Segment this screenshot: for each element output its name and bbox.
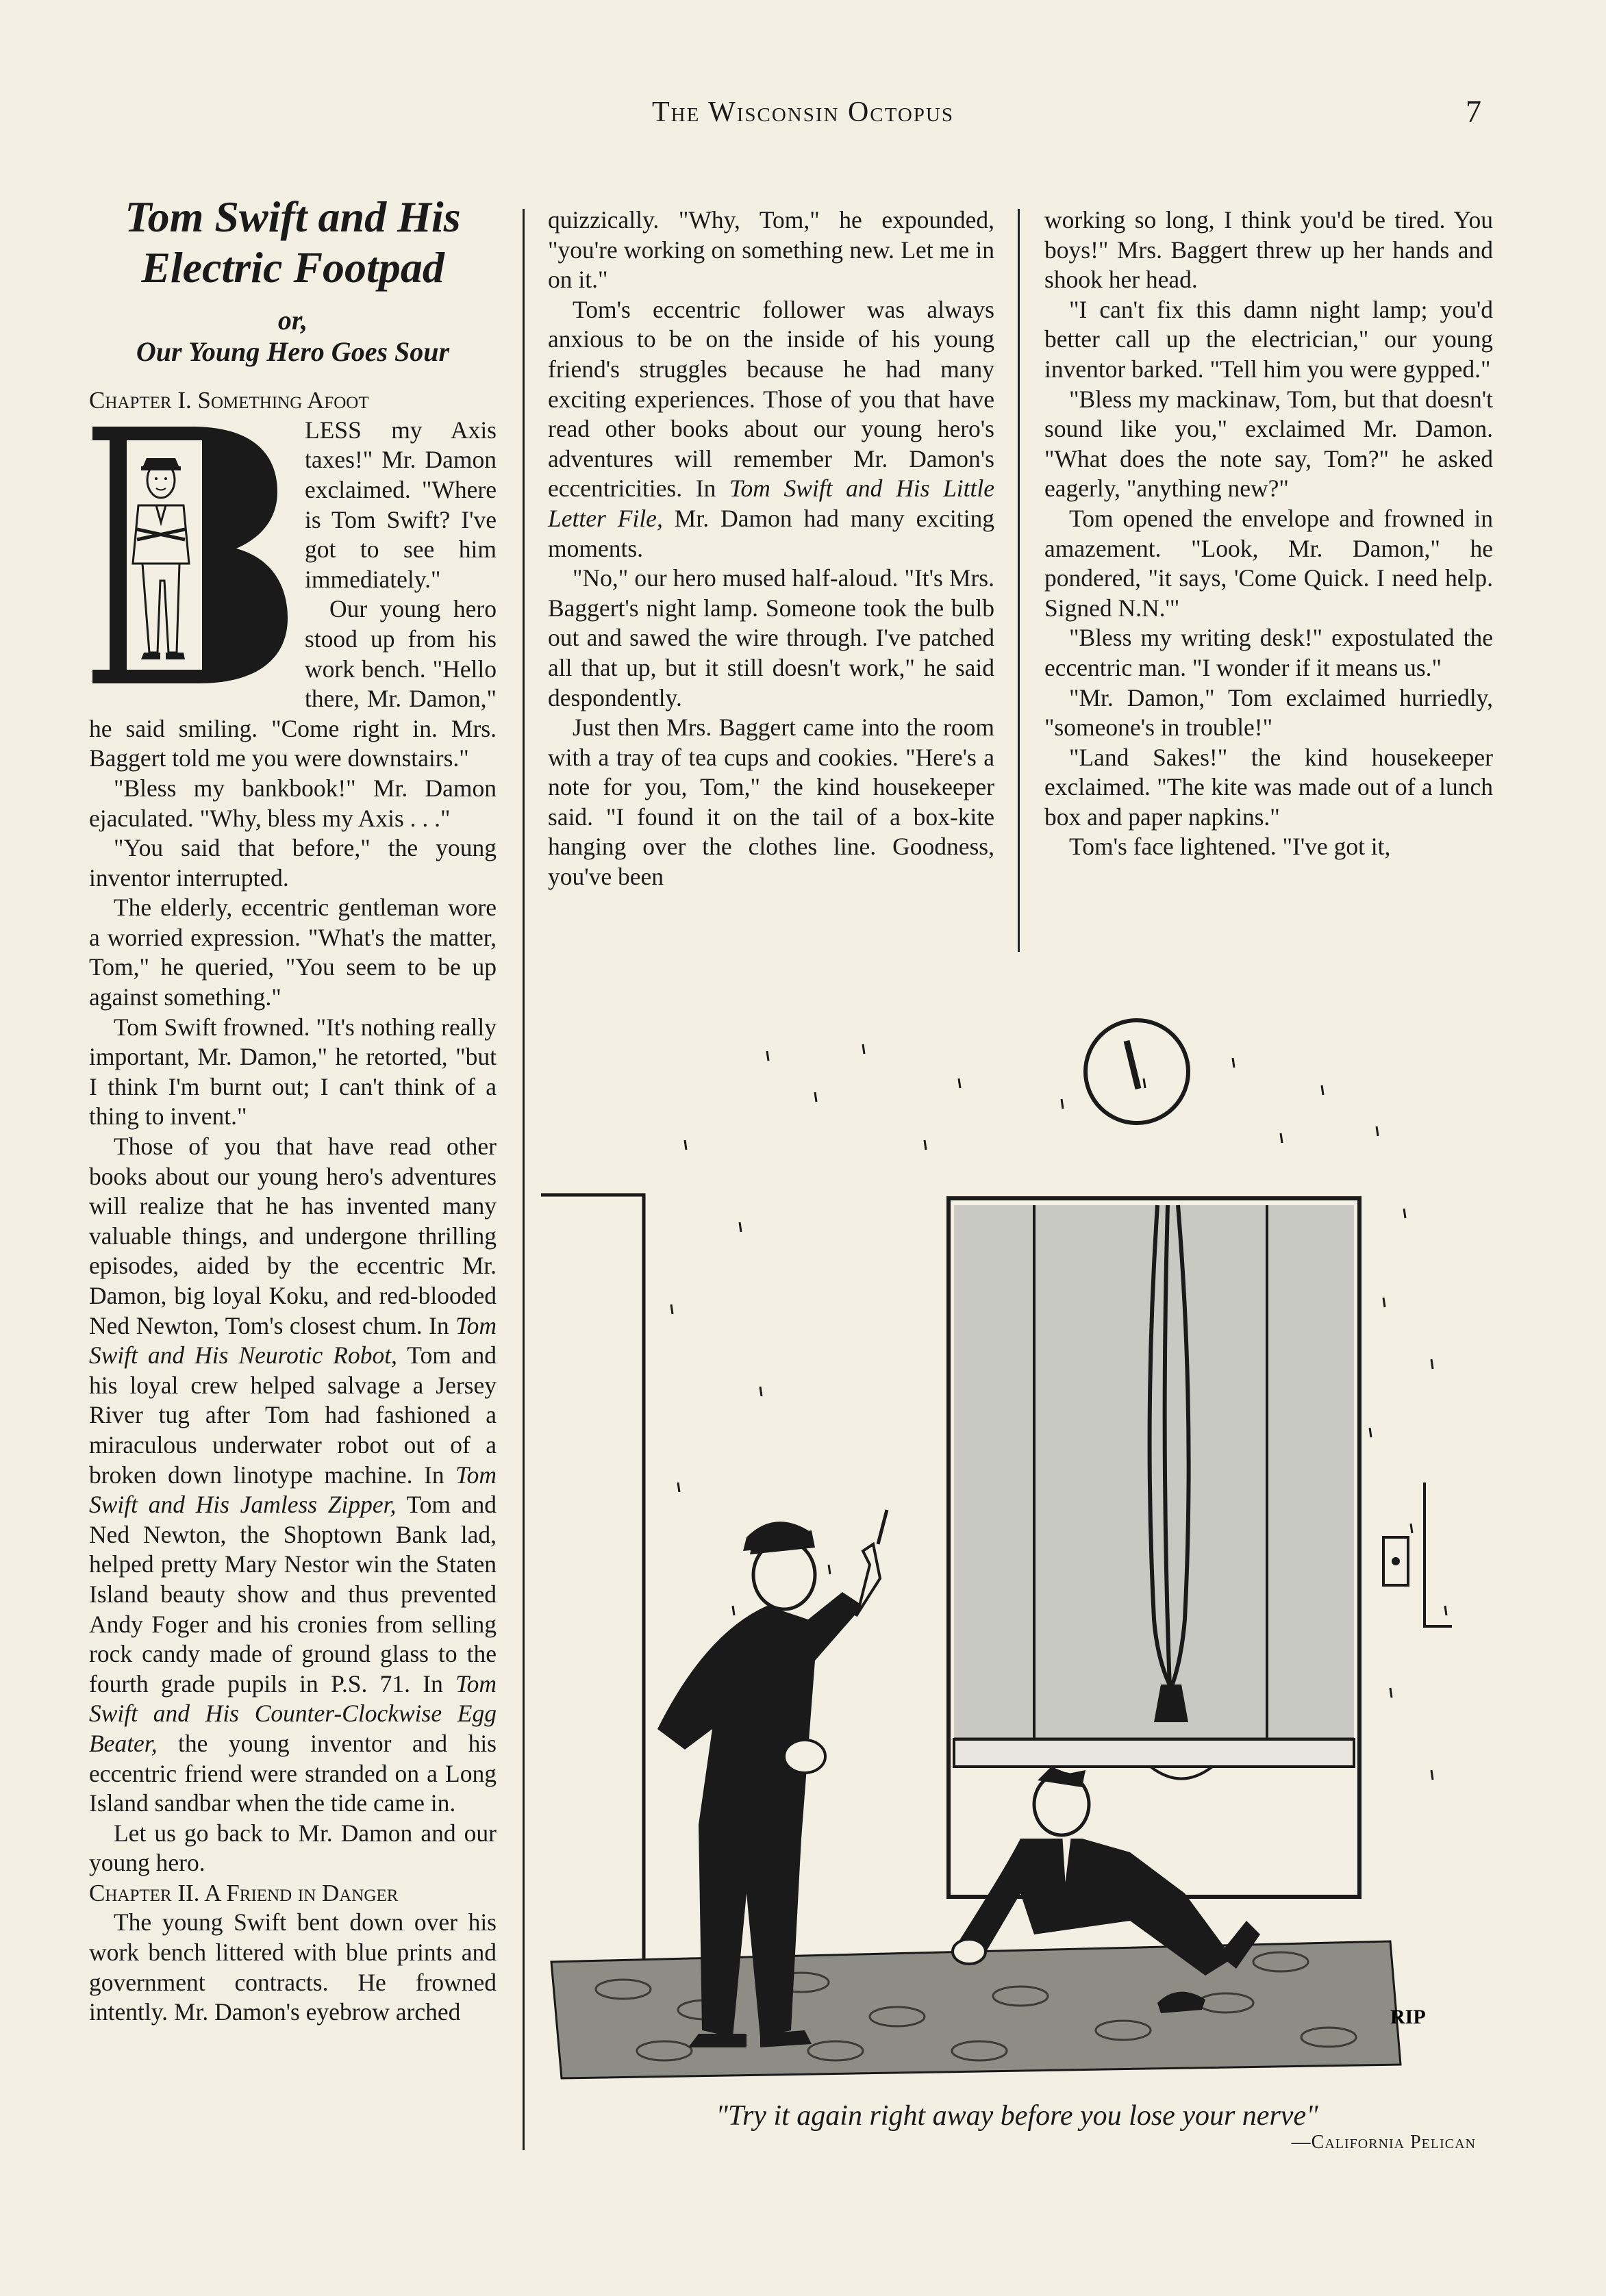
paragraph: Tom's face lightened. "I've got it, <box>1069 833 1391 861</box>
book-title: Tom Swift and His Neurotic Robot, <box>89 1311 497 1370</box>
alternate-title: Our Young Hero Goes Sour <box>136 336 450 367</box>
cartoon-illustration <box>541 1003 1493 2106</box>
column-3 <box>1044 205 1493 862</box>
paragraph: working so long, I think you'd be tired. You boys!" Mrs. Baggert threw up her hands and shook her head. <box>1044 206 1493 294</box>
artist-signature: RIP <box>1390 2006 1426 2028</box>
page-header <box>0 96 1606 137</box>
running-title: The Wisconsin Octopus <box>652 97 954 128</box>
column-2 <box>548 205 994 892</box>
paragraph: Just then Mrs. Baggert came into the room with a tray of tea cups and cookies. "Here's a note for you, Tom," the kind housekeeper said. "I found it on the tail of a box-kite hanging over the clothes line. Goodness, you've been <box>548 714 994 891</box>
cartoon-caption: "Try it again right away before you lose your nerve" <box>716 2100 1318 2132</box>
paragraph: Our young hero stood up from his work bench. "Hello there, Mr. Damon," he said smiling. "Come right in. Mrs. Baggert told me you were downstairs." <box>89 595 497 772</box>
book-title: Tom Swift and His Jamless Zipper, <box>89 1461 497 1519</box>
paragraph: quizzically. "Why, Tom," he expounded, "you're working on something new. Let me in on it." <box>548 206 994 294</box>
paragraph: Tom Swift frowned. "It's nothing really important, Mr. Damon," he retorted, "but I think I'm burnt out; I can't think of a thing to invent." <box>89 1013 497 1131</box>
paragraph: Tom opened the envelope and frowned in amazement. "Look, Mr. Damon," he pondered, "it says, 'Come Quick. I need help. Signed N.N.'" <box>1044 504 1493 622</box>
drop-cap-b-illustration <box>89 420 291 687</box>
title-line-2: Electric Footpad <box>141 243 444 292</box>
paragraph: Let us go back to Mr. Damon and our young hero. <box>89 1819 497 1877</box>
page-number: 7 <box>1466 94 1481 129</box>
article-title <box>89 192 497 293</box>
paragraph: "No," our hero mused half-aloud. "It's Mrs. Baggert's night lamp. Someone took the bulb out and sawed the wire through. I've patched all that up, but it still doesn't work," he said despondently. <box>548 564 994 711</box>
book-title: Tom Swift and His Little Letter File, <box>548 475 994 532</box>
text-run: Tom's eccentric follower was always anxious to be on the inside of his young friend's struggles because he had many exciting experiences. Those of you that have read other books about our young hero's adventures will remember Mr. Damon's eccentricities. In <box>548 295 994 503</box>
paragraph-book-ref <box>548 295 994 564</box>
or-label: or, <box>277 305 308 336</box>
text-run: the young inventor and his eccentric friend were stranded on a Long Island sandbar when the tide came in. <box>89 1729 497 1817</box>
title-line-1: Tom Swift and His <box>125 192 461 241</box>
cartoon-credit: —California Pelican <box>1291 2132 1476 2153</box>
column-1 <box>89 192 497 2028</box>
chapter-1-heading: Chapter I. Something Afoot <box>89 387 369 414</box>
elevator-cartoon-drawing <box>541 1003 1493 2106</box>
opening-paragraph-block <box>89 416 497 774</box>
text-run: Those of you that have read other books about our young hero's adventures will realize that he has invented many valuable things, and undergone thrilling episodes, aided by the eccentric Mr. Damon, big loyal Koku, and red-blooded Ned Newton, Tom's closest chum. In <box>89 1133 497 1339</box>
column-divider <box>1018 209 1020 952</box>
paragraph: The young Swift bent down over his work bench littered with blue prints and government contracts. He frowned intently. Mr. Damon's eyebrow arched <box>89 1908 497 2026</box>
paragraph: "I can't fix this damn night lamp; you'd better call up the electrician," our young inventor barked. "Tell him you were gypped." <box>1044 295 1493 383</box>
text-run: Mr. Damon had many exciting moments. <box>548 504 994 562</box>
drop-cap-b-icon <box>89 420 291 687</box>
paragraph: LESS my Axis taxes!" Mr. Damon exclaimed. "Where is Tom Swift? I've got to see him immediately." <box>305 416 497 593</box>
paragraph: "Mr. Damon," Tom exclaimed hurriedly, "someone's in trouble!" <box>1044 683 1493 742</box>
text-run: Tom and his loyal crew helped salvage a Jersey River tug after Tom had fashioned a miraculous underwater robot out of a broken down linotype machine. In <box>89 1341 497 1489</box>
book-title: Tom Swift and His Counter-Clockwise Egg Beater, <box>89 1669 497 1757</box>
text-run: Tom and Ned Newton, the Shoptown Bank lad, helped pretty Mary Nestor win the Staten Island beauty show and thus prevented Andy Foger and his cronies from selling rock candy made of ground glass to the fourth grade pupils in P.S. 71. In <box>89 1491 497 1698</box>
paragraph-book-list <box>89 1132 497 1819</box>
paragraph: "Bless my writing desk!" expostulated the eccentric man. "I wonder if it means us." <box>1044 624 1493 681</box>
paragraph: "You said that before," the young inventor interrupted. <box>89 834 497 892</box>
paragraph: "Land Sakes!" the kind housekeeper exclaimed. "The kite was made out of a lunch box and paper napkins." <box>1044 743 1493 831</box>
column-divider <box>523 209 525 2150</box>
chapter-2-heading: Chapter II. A Friend in Danger <box>89 1879 399 1906</box>
paragraph: The elderly, eccentric gentleman wore a worried expression. "What's the matter, Tom," he queried, "You seem to be up against something." <box>89 894 497 1011</box>
wall-corner <box>541 1195 644 1976</box>
paragraph: "Bless my mackinaw, Tom, but that doesn't sound like you," exclaimed Mr. Damon. "What does the note say, Tom?" he asked eagerly, "anything new?" <box>1044 385 1493 503</box>
paragraph: "Bless my bankbook!" Mr. Damon ejaculated. "Why, bless my Axis . . ." <box>89 774 497 832</box>
